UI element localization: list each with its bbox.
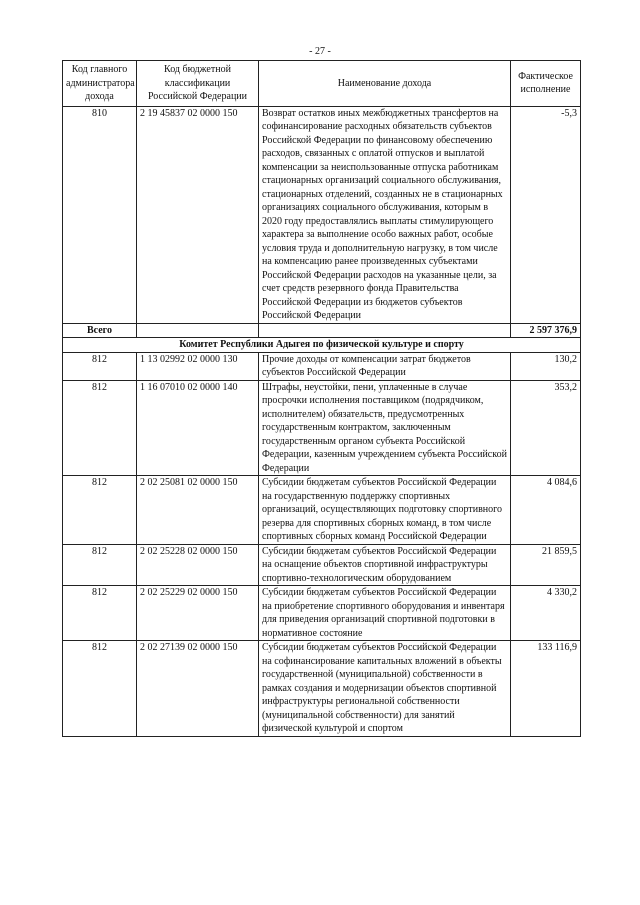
header-actual-execution: Фактическое исполнение — [511, 61, 581, 107]
revenue-name-cell: Субсидии бюджетам субъектов Российской Федерации на софинансирование капитальных вложений в объекты государственной (муниципальной) собственности в рамках создания и модернизации объектов спортивной инфраструктуры региональной собственности (муниципальной собственности) для занятий физической культурой и спортом — [259, 641, 511, 737]
admin-code-cell: 812 — [63, 544, 137, 586]
total-label: Всего — [63, 323, 137, 338]
admin-code-cell: 812 — [63, 641, 137, 737]
header-revenue-name: Наименование дохода — [259, 61, 511, 107]
table-row — [63, 544, 581, 586]
admin-code-cell: 812 — [63, 586, 137, 641]
section-title: Комитет Республики Адыгея по физической культуре и спорту — [63, 338, 581, 353]
empty-cell — [259, 323, 511, 338]
total-row — [63, 323, 581, 338]
admin-code-cell: 810 — [63, 106, 137, 323]
budget-code-cell: 2 02 25081 02 0000 150 — [137, 476, 259, 545]
amount-cell: 353,2 — [511, 380, 581, 476]
header-row — [63, 61, 581, 107]
revenue-name-cell: Субсидии бюджетам субъектов Российской Федерации на государственную поддержку спортивных организаций, осуществляющих подготовку спортивного резерва для спортивных сборных команд, в том числе спортивных сборных команд Российской Федерации — [259, 476, 511, 545]
amount-cell: 133 116,9 — [511, 641, 581, 737]
amount-cell: 4 084,6 — [511, 476, 581, 545]
total-amount: 2 597 376,9 — [511, 323, 581, 338]
table-row — [63, 352, 581, 380]
page-number: - 27 - — [309, 46, 331, 57]
admin-code-cell: 812 — [63, 352, 137, 380]
section-row — [63, 338, 581, 353]
amount-cell: 4 330,2 — [511, 586, 581, 641]
revenue-name-cell: Штрафы, неустойки, пени, уплаченные в случае просрочки исполнения поставщиком (подрядчиком, исполнителем) обязательств, предусмотренных государственным контрактом, заключенным государственным органом субъекта Российской Федерации, казенным учреждением субъекта Российской Федерации — [259, 380, 511, 476]
revenue-name-cell: Возврат остатков иных межбюджетных трансфертов на софинансирование расходных обязательств субъектов Российской Федерации по финансовому обеспечению расходов, связанных с оплатой отпусков и выплатой компенсации за неиспользованные отпуска работникам стационарных организаций социального обслуживания, стационарных отделений, созданных не в стационарных организациях социального обслуживания, которым в 2020 году предоставлялись выплаты стимулирующего характера за выполнение особо важных работ, особые условия труда и дополнительную нагрузку, в том числе на компенсацию ранее произведенных субъектами Российской Федерации расходов на указанные цели, за счет средств резервного фонда Правительства Российской Федерации из бюджетов субъектов Российской Федерации — [259, 106, 511, 323]
table-row — [63, 641, 581, 737]
amount-cell: -5,3 — [511, 106, 581, 323]
budget-code-cell: 1 16 07010 02 0000 140 — [137, 380, 259, 476]
amount-cell: 21 859,5 — [511, 544, 581, 586]
revenue-name-cell: Прочие доходы от компенсации затрат бюджетов субъектов Российской Федерации — [259, 352, 511, 380]
header-budget-code: Код бюджетной классификации Российской Федерации — [137, 61, 259, 107]
budget-code-cell: 2 02 25228 02 0000 150 — [137, 544, 259, 586]
budget-code-cell: 2 02 27139 02 0000 150 — [137, 641, 259, 737]
empty-cell — [137, 323, 259, 338]
budget-code-cell: 2 02 25229 02 0000 150 — [137, 586, 259, 641]
table-row — [63, 106, 581, 323]
table-row — [63, 380, 581, 476]
amount-cell: 130,2 — [511, 352, 581, 380]
revenue-name-cell: Субсидии бюджетам субъектов Российской Федерации на приобретение спортивного оборудования и инвентаря для приведения организаций спортивной подготовки в нормативное состояние — [259, 586, 511, 641]
revenue-name-cell: Субсидии бюджетам субъектов Российской Федерации на оснащение объектов спортивной инфраструктуры спортивно-технологическим оборудованием — [259, 544, 511, 586]
admin-code-cell: 812 — [63, 476, 137, 545]
budget-code-cell: 1 13 02992 02 0000 130 — [137, 352, 259, 380]
revenue-table — [62, 60, 581, 737]
budget-code-cell: 2 19 45837 02 0000 150 — [137, 106, 259, 323]
admin-code-cell: 812 — [63, 380, 137, 476]
header-admin-code: Код главного администратора дохода — [63, 61, 137, 107]
table-row — [63, 476, 581, 545]
table-row — [63, 586, 581, 641]
